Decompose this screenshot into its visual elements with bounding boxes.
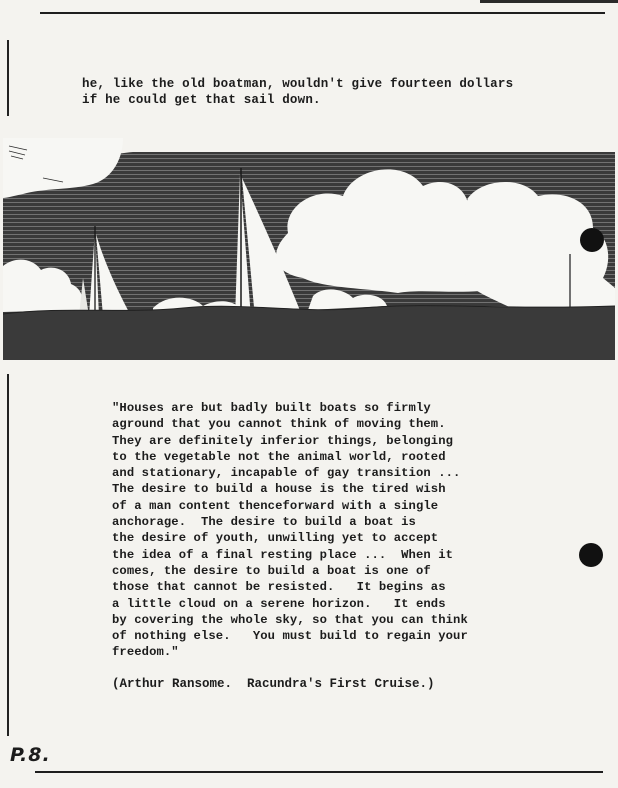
punch-hole-bottom: [579, 543, 603, 567]
page-number: P.8.: [10, 744, 51, 766]
margin-bar-top: [7, 40, 9, 116]
quote-paragraph: "Houses are but badly built boats so firmly aground that you cannot think of moving them. They are definitely inferior things, belonging to the vegetable not the animal world, rooted and stationary, incapable of gay transition ... The desire to build a house is the tired wish of a man content thenceforward with a single anchorage. The desire to build a boat is the desire of youth, unwilling yet to accept the idea of a final resting place ... When it comes, the desire to build a boat is one of those that cannot be resisted. It begins as a little cloud on a serene horizon. It ends by covering the whole sky, so that you can think of nothing else. You must build to regain your freedom.": [112, 401, 468, 660]
margin-bar-bottom: [7, 374, 9, 736]
quote-citation: (Arthur Ransome. Racundra's First Cruise.): [112, 677, 435, 691]
bottom-rule: [35, 771, 603, 773]
punch-hole-top: [580, 228, 604, 252]
top-paragraph: he, like the old boatman, wouldn't give fourteen dollars if he could get that sail down.: [82, 77, 514, 107]
sailboats-illustration: [3, 138, 615, 360]
top-rule: [40, 12, 605, 14]
top-edge-mark: [480, 0, 618, 3]
sea: [3, 306, 615, 360]
